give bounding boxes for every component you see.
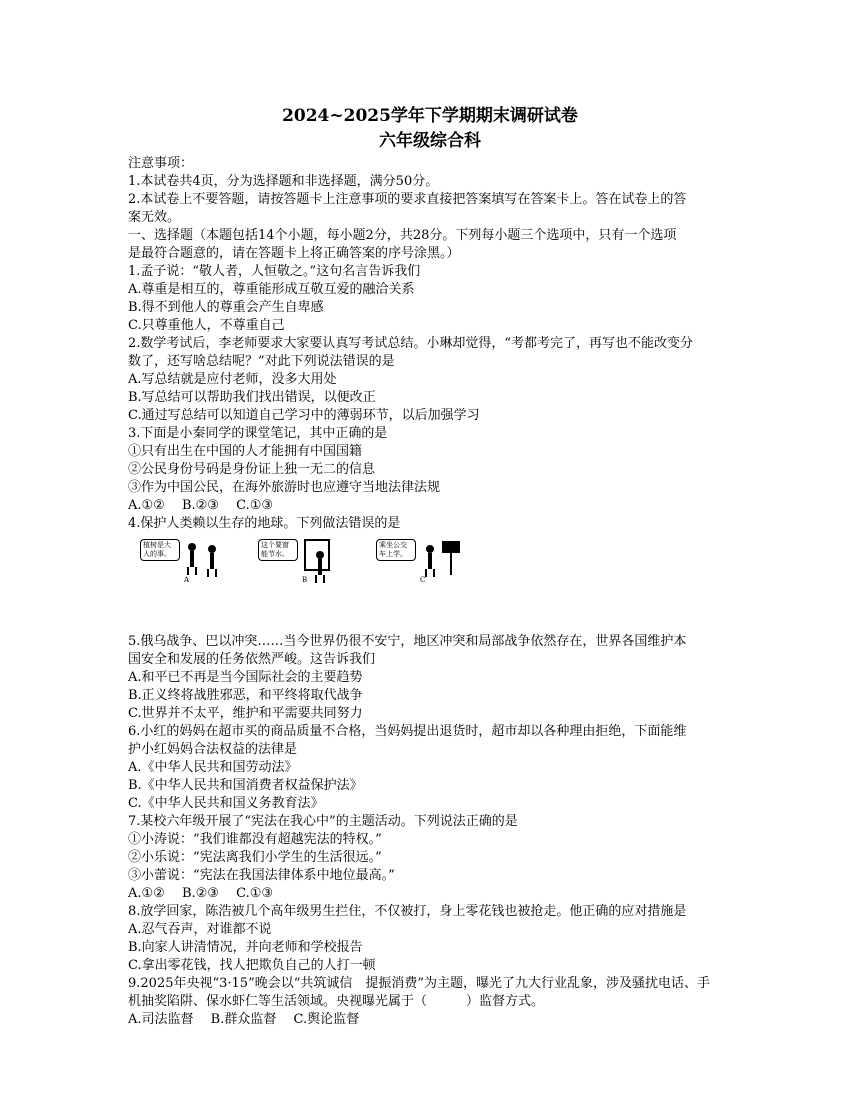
question-stem: 国安全和发展的任务依然严峻。这告诉我们 [128, 652, 376, 667]
notice-line: 注意事项： [128, 156, 194, 171]
sign-pole [450, 553, 452, 575]
option-c: C.《中华人民共和国义务教育法》 [128, 796, 324, 811]
question-5 [128, 633, 740, 723]
option-c: C.拿出零花钱，找人把欺负自己的人打一顿 [128, 958, 376, 973]
option-b: B.《中华人民共和国消费者权益保护法》 [128, 778, 363, 793]
statement: ①小涛说：“我们谁都没有超越宪法的特权。” [128, 832, 382, 847]
question-stem: 4.保护人类赖以生存的地球。下列做法错误的是 [128, 516, 401, 531]
question-stem: 6.小红的妈妈在超市买的商品质量不合格，当妈妈提出退货时，超市却以各种理由拒绝，下面能维 [128, 724, 687, 739]
option-b: B.得不到他人的尊重会产生自卑感 [128, 300, 324, 315]
option-a: A.写总结就是应付老师，没多大用处 [128, 372, 337, 387]
figure-c [376, 537, 468, 587]
statement: ②小乐说：“宪法离我们小学生的生活很远。” [128, 850, 382, 865]
options: A.司法监督 B.群众监督 C.舆论监督 [128, 1012, 360, 1027]
page-subtitle: 六年级综合科 [379, 131, 481, 151]
notice-line: 一、选择题（本题包括14个小题，每小题2分，共28分。下列每小题三个选项中，只有一个选项 [128, 228, 677, 243]
figure-label: C [420, 576, 426, 584]
page-title: 2024~2025学年下学期期末调研试卷 [282, 106, 578, 126]
question-2 [128, 335, 740, 425]
question-8 [128, 903, 740, 975]
question-stem: 8.放学回家，陈浩被几个高年级男生拦住，不仅被打，身上零花钱也被抢走。他正确的应对措施是 [128, 904, 687, 919]
statement: ③小蕾说：“宪法在我国法律体系中地位最高。” [128, 868, 395, 883]
option-b: B.向家人讲清情况，并向老师和学校报告 [128, 940, 363, 955]
option-a: A.和平已不再是当今国际社会的主要趋势 [128, 670, 363, 685]
question-6 [128, 723, 740, 813]
notice-line: 案无效。 [128, 210, 181, 225]
notice-line: 是最符合题意的，请在答题卡上将正确答案的序号涂黑。） [128, 246, 460, 261]
question-stem: 3.下面是小秦同学的课堂笔记，其中正确的是 [128, 426, 388, 441]
question-stem: 数了，还写啥总结呢？”对此下列说法错误的是 [128, 354, 395, 369]
figure-b [258, 537, 350, 587]
bus-stop-sign-icon [442, 541, 460, 553]
person-figure [208, 545, 217, 577]
figure-label: B [302, 576, 308, 584]
exam-content [128, 155, 740, 1029]
question-4 [128, 515, 740, 589]
option-b: B.正义终将战胜邪恶，和平终将取代战争 [128, 688, 363, 703]
speech-bubble: 这个要窗能节水。 [258, 539, 298, 561]
q4-figures [140, 537, 740, 589]
speech-bubble: 植树是大人的事。 [140, 539, 180, 561]
notice-line: 1.本试卷共4页，分为选择题和非选择题，满分50分。 [128, 174, 439, 189]
question-stem: 1.孟子说：“敬人者，人恒敬之。”这句名言告诉我们 [128, 264, 421, 279]
figure-label: A [184, 576, 190, 584]
option-a: A.《中华人民共和国劳动法》 [128, 760, 298, 775]
question-stem: 机抽奖陷阱、保水虾仁等生活领域。央视曝光属于（ ）监督方式。 [128, 994, 545, 1009]
question-9 [128, 975, 740, 1029]
option-b: B.写总结可以帮助我们找出错误，以便改正 [128, 390, 376, 405]
option-c: C.通过写总结可以知道自己学习中的薄弱环节，以后加强学习 [128, 408, 480, 423]
statement: ①只有出生在中国的人才能拥有中国国籍 [128, 444, 363, 459]
figure-a [140, 537, 232, 587]
question-stem: 9.2025年央视“3·15”晚会以“共筑诚信 提振消费”为主题，曝光了九大行业乱象，涉及骚扰电话、手 [128, 976, 711, 991]
person-figure [188, 543, 197, 575]
question-stem: 7.某校六年级开展了“宪法在我心中”的主题活动。下列说法正确的是 [128, 814, 518, 829]
speech-bubble: 乘坐公交车上学。 [376, 539, 416, 561]
notice-block [128, 155, 740, 263]
person-figure [316, 551, 325, 583]
option-a: A.尊重是相互的，尊重能形成互敬互爱的融洽关系 [128, 282, 415, 297]
question-stem: 5.俄乌战争、巴以冲突……当今世界仍很不安宁，地区冲突和局部战争依然存在，世界各国维护本 [128, 634, 687, 649]
question-3 [128, 425, 740, 515]
options: A.①② B.②③ C.①③ [128, 498, 274, 513]
option-c: C.只尊重他人，不尊重自己 [128, 318, 285, 333]
statement: ②公民身份号码是身份证上独一无二的信息 [128, 462, 376, 477]
notice-line: 2.本试卷上不要答题，请按答题卡上注意事项的要求直接把答案填写在答案卡上。答在试卷上的答 [128, 192, 687, 207]
options: A.①② B.②③ C.①③ [128, 886, 274, 901]
person-figure [426, 545, 435, 577]
statement: ③作为中国公民，在海外旅游时也应遵守当地法律法规 [128, 480, 441, 495]
question-stem: 护小红妈妈合法权益的法律是 [128, 742, 298, 757]
option-c: C.世界并不太平，维护和平需要共同努力 [128, 706, 363, 721]
option-a: A.忍气吞声，对谁都不说 [128, 922, 272, 937]
question-stem: 2.数学考试后，李老师要求大家要认真写考试总结。小琳却觉得，“考都考完了，再写也不能改变分 [128, 336, 694, 351]
question-7 [128, 813, 740, 903]
question-1 [128, 263, 740, 335]
